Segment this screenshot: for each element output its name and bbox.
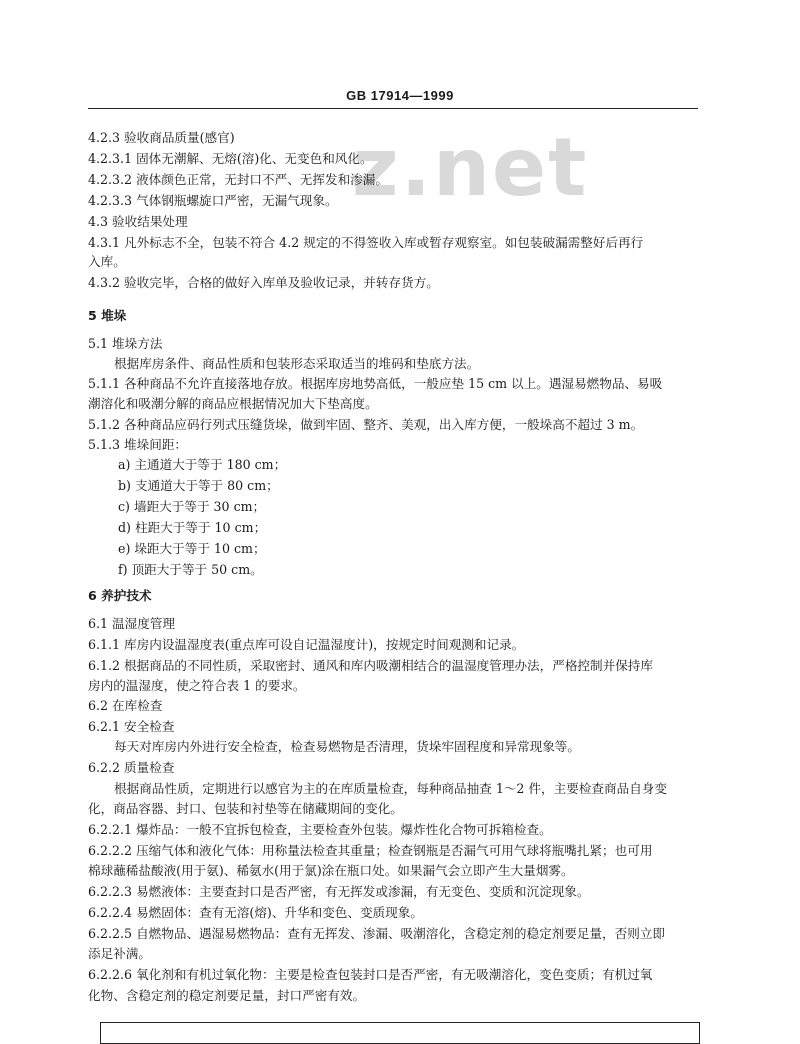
clause-4-2-3: 4.2.3 验收商品质量(感官) [88, 130, 235, 145]
clause-4-3-2: 4.3.2 验收完毕，合格的做好入库单及验收记录，并转存货方。 [88, 275, 439, 290]
clause-6-2-2-1: 6.2.2.1 爆炸品：一般不宜拆包检查，主要检查外包装。爆炸性化合物可拆箱检查。 [88, 822, 552, 837]
clause-5-1-1-cont: 潮溶化和吸潮分解的商品应根据情况加大下垫高度。 [88, 396, 378, 411]
list-item: d) 柱距大于等于 10 cm； [118, 520, 267, 535]
clause-5-1-1: 5.1.1 各种商品不允许直接落地存放。根据库房地势高低，一般应垫 15 cm 以上。遇湿易燃物品、易吸 [88, 376, 663, 391]
clause-6-2-2-3: 6.2.2.3 易燃液体：主要查封口是否严密，有无挥发或渗漏，有无变色、变质和沉淀现象。 [88, 884, 590, 899]
clause-4-3: 4.3 验收结果处理 [88, 214, 188, 229]
page-header-standard-number: GB 17914—1999 [346, 88, 454, 103]
clause-4-3-1: 4.3.1 凡外标志不全，包装不符合 4.2 规定的不得签收入库或暂存观察室。如包装破漏需整好后再行 [88, 235, 644, 250]
clause-6-2-2: 6.2.2 质量检查 [88, 760, 175, 775]
clause-6-2-2-6: 6.2.2.6 氧化剂和有机过氧化物：主要是检查包装封口是否严密，有无吸潮溶化，变色变质；有机过氧 [88, 967, 653, 982]
clause-6-2-1-body: 每天对库房内外进行安全检查，检查易燃物是否清理，货垛牢固程度和异常现象等。 [114, 739, 580, 754]
clause-6-2-2-6-cont: 化物、含稳定剂的稳定剂要足量，封口严密有效。 [88, 988, 366, 1003]
clause-5-1: 5.1 堆垛方法 [88, 336, 163, 351]
clause-6-2: 6.2 在库检查 [88, 698, 163, 713]
list-item: b) 支通道大于等于 80 cm； [118, 478, 279, 493]
clause-6-2-2-2: 6.2.2.2 压缩气体和液化气体：用称量法检查其重量；检查钢瓶是否漏气可用气球将瓶嘴扎紧；也可用 [88, 843, 653, 858]
list-item: a) 主通道大于等于 180 cm； [118, 457, 287, 472]
section-6-heading: 6 养护技术 [88, 588, 152, 603]
clause-6-2-2-body: 根据商品性质，定期进行以感官为主的在库质量检查，每种商品抽查 1～2 件，主要检查商品自身变 [114, 781, 667, 796]
watermark: z.net [352, 121, 589, 214]
list-item: f) 顶距大于等于 50 cm。 [118, 562, 263, 577]
clause-6-2-2-4: 6.2.2.4 易燃固体：查有无溶(熔)、升华和变色、变质现象。 [88, 905, 423, 920]
clause-5-1-3: 5.1.3 堆垛间距： [88, 437, 188, 452]
clause-6-1-2-cont: 房内的温湿度，使之符合表 1 的要求。 [88, 678, 306, 693]
clause-6-2-2-2-cont: 棉球蘸稀盐酸液(用于氨)、稀氨水(用于氯)涂在瓶口处。如果漏气会立即产生大量烟雾。 [88, 863, 574, 878]
clause-6-1-1: 6.1.1 库房内设温湿度表(重点库可设自记温湿度计)，按规定时间观测和记录。 [88, 637, 525, 652]
clause-6-2-2-body-cont: 化，商品容器、封口、包装和衬垫等在储藏期间的变化。 [88, 801, 403, 816]
section-5-heading: 5 堆垛 [88, 308, 127, 323]
list-item: e) 垛距大于等于 10 cm； [118, 541, 266, 556]
clause-6-2-2-5: 6.2.2.5 自燃物品、遇湿易燃物品：查有无挥发、渗漏、吸潮溶化，含稳定剂的稳定剂要足量，否则立即 [88, 926, 666, 941]
clause-6-1-2: 6.1.2 根据商品的不同性质，采取密封、通风和库内吸潮相结合的温湿度管理办法，严格控制并保持库 [88, 658, 653, 673]
clause-6-1: 6.1 温湿度管理 [88, 616, 176, 631]
clause-4-3-1-cont: 入库。 [88, 254, 126, 269]
clause-5-1-2: 5.1.2 各种商品应码行列式压缝货垛，做到牢固、整齐、美观，出入库方便，一般垛高不超过 3 m。 [88, 417, 644, 432]
clause-4-2-3-3: 4.2.3.3 气体钢瓶螺旋口严密，无漏气现象。 [88, 193, 338, 208]
list-item: c) 墙距大于等于 30 cm； [118, 499, 266, 514]
clause-4-2-3-2: 4.2.3.2 液体颜色正常，无封口不严、无挥发和渗漏。 [88, 172, 388, 187]
clause-5-1-body: 根据库房条件、商品性质和包装形态采取适当的堆码和垫底方法。 [114, 356, 480, 371]
clause-4-2-3-1: 4.2.3.1 固体无潮解、无熔(溶)化、无变色和风化。 [88, 151, 373, 166]
table-frame-top [100, 1022, 700, 1044]
clause-6-2-1: 6.2.1 安全检查 [88, 719, 175, 734]
clause-6-2-2-5-cont: 添足补满。 [88, 946, 151, 961]
header-divider [88, 108, 698, 109]
